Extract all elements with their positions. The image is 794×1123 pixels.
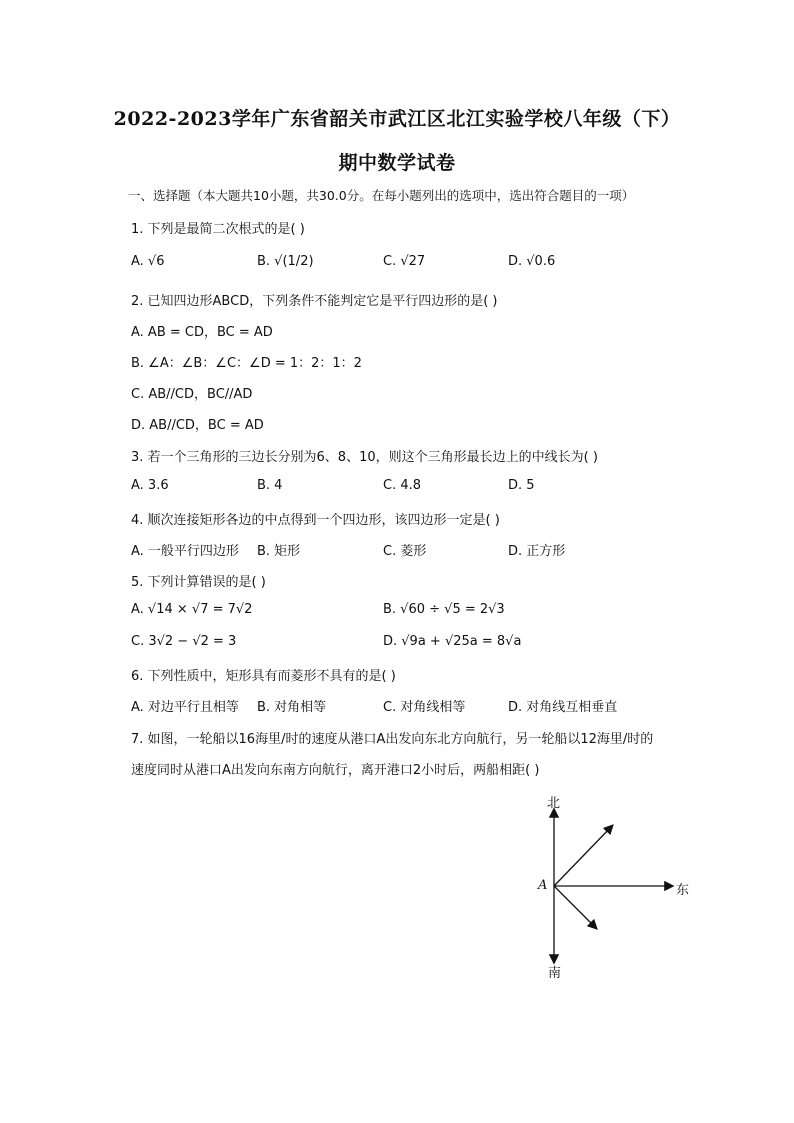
southeast-arrow [554,886,596,928]
q4-option-c: C. 菱形 [383,544,427,559]
q2-option-b: B. ∠A：∠B：∠C：∠D = 1：2：1：2 [131,356,362,371]
question-2-stem: 2. 已知四边形ABCD，下列条件不能判定它是平行四边形的是( ) [131,294,498,309]
paper-title-line1: 2022-2023学年广东省韶关市武江区北江实验学校八年级（下） [113,108,681,130]
question-3-stem: 3. 若一个三角形的三边长分别为6、8、10，则这个三角形最长边上的中线长为( ) [131,450,598,465]
question-1-stem: 1. 下列是最简二次根式的是( ) [131,222,305,237]
section-heading: 一、选择题（本大题共10小题，共30.0分。在每小题列出的选项中，选出符合题目的一项） [128,188,635,203]
q5-option-d: D. √9a + √25a = 8√a [383,634,522,649]
compass-diagram [530,790,710,980]
q2-option-c: C. AB//CD，BC//AD [131,387,253,402]
q6-option-d: D. 对角线互相垂直 [508,700,618,715]
question-5-stem: 5. 下列计算错误的是( ) [131,575,266,590]
q1-option-a: A. √6 [131,254,165,269]
q5-option-b: B. √60 ÷ √5 = 2√3 [383,602,505,617]
north-label: 北 [547,796,561,811]
q4-option-a: A. 一般平行四边形 [131,544,239,559]
northeast-arrow [554,826,612,886]
east-label: 东 [676,883,690,898]
question-6-stem: 6. 下列性质中，矩形具有而菱形不具有的是( ) [131,669,396,684]
question-4-stem: 4. 顺次连接矩形各边的中点得到一个四边形，该四边形一定是( ) [131,513,500,528]
q3-option-a: A. 3.6 [131,478,169,493]
origin-label: A [538,878,548,893]
q5-option-a: A. √14 × √7 = 7√2 [131,602,253,617]
q2-option-a: A. AB = CD，BC = AD [131,325,273,340]
q6-option-a: A. 对边平行且相等 [131,700,239,715]
q3-option-b: B. 4 [257,478,283,493]
question-7-stem-line2: 速度同时从港口A出发向东南方向航行，离开港口2小时后，两船相距( ) [131,763,540,778]
q5-option-c: C. 3√2 − √2 = 3 [131,634,237,649]
q1-option-b: B. √(1/2) [257,254,314,269]
south-label: 南 [548,966,562,981]
q2-option-d: D. AB//CD，BC = AD [131,418,264,433]
q6-option-c: C. 对角线相等 [383,700,466,715]
q3-option-d: D. 5 [508,478,535,493]
q4-option-d: D. 正方形 [508,544,566,559]
q6-option-b: B. 对角相等 [257,700,327,715]
q1-option-d: D. √0.6 [508,254,556,269]
q3-option-c: C. 4.8 [383,478,422,493]
paper-title-line2: 期中数学试卷 [338,152,456,174]
q1-option-c: C. √27 [383,254,426,269]
question-7-stem-line1: 7. 如图，一轮船以16海里/时的速度从港口A出发向东北方向航行，另一轮船以12海里/时的 [131,732,654,747]
q4-option-b: B. 矩形 [257,544,301,559]
